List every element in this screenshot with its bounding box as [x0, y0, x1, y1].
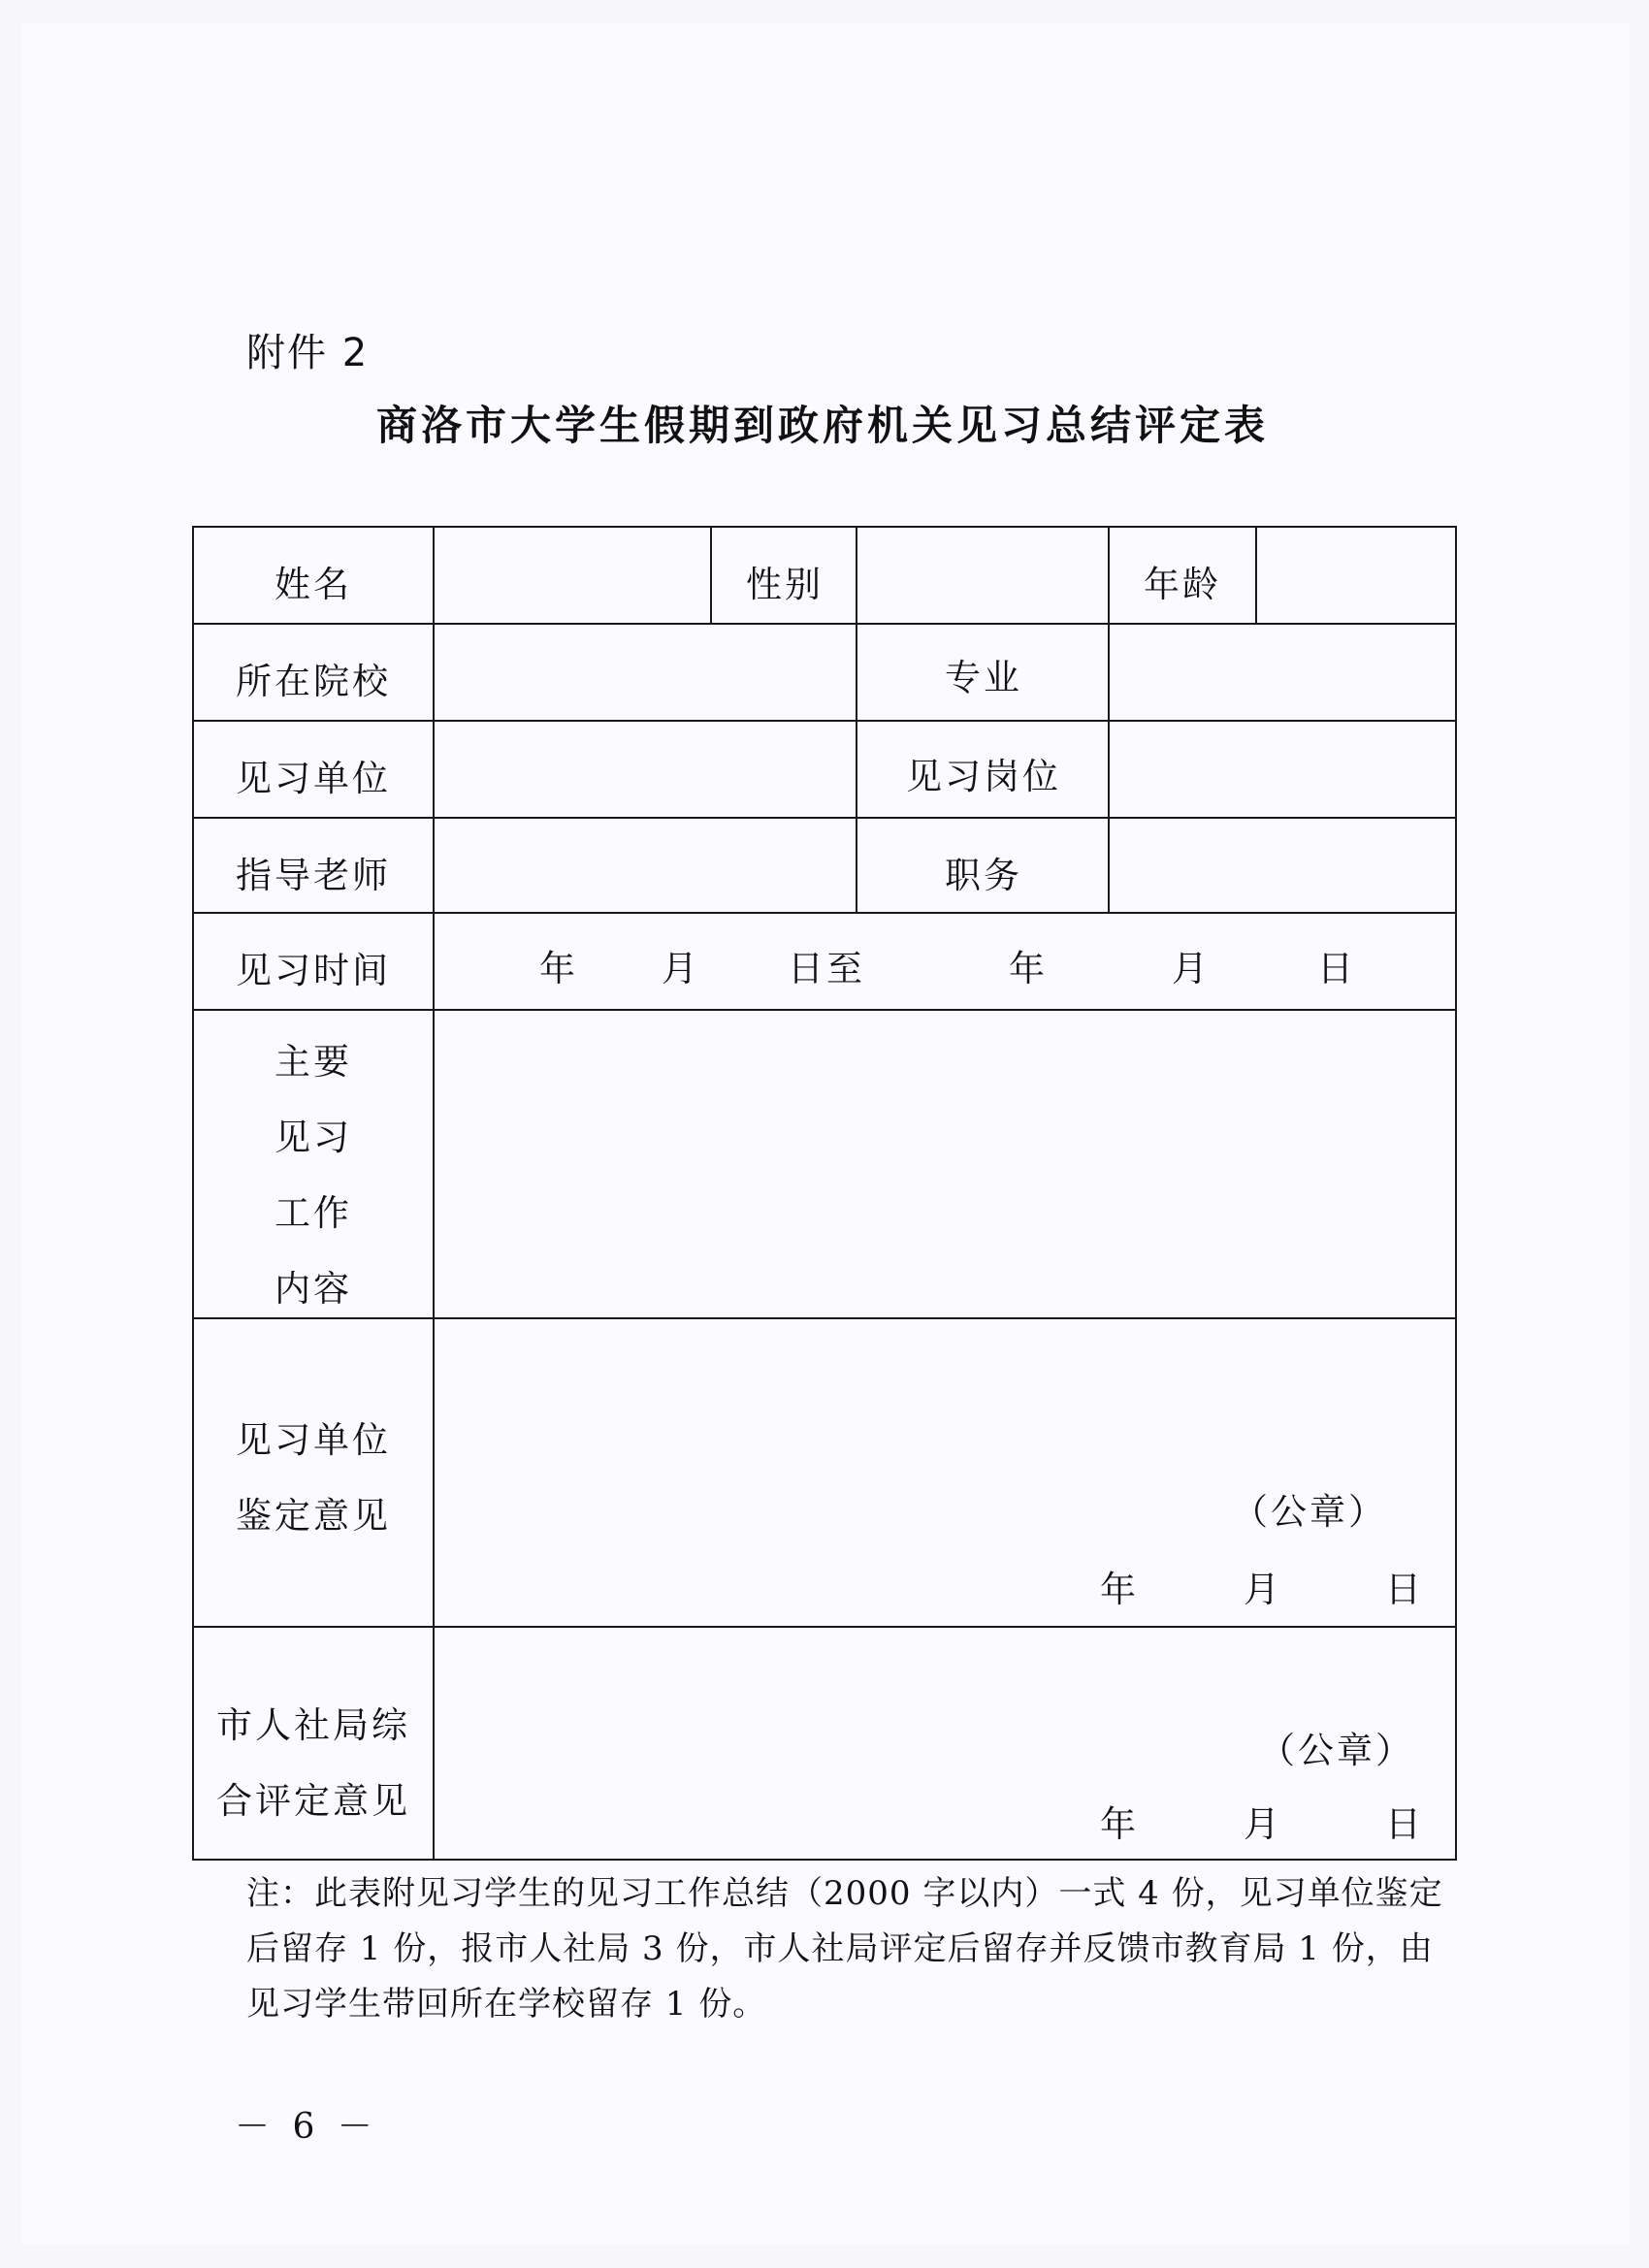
bureau-date-day: 日: [1385, 1803, 1424, 1845]
unit-label: 见习单位: [236, 758, 391, 799]
unit-seal: （公章）: [1232, 1491, 1387, 1533]
bureau-opinion-label-2: 合评定意见: [216, 1780, 410, 1822]
period-end-day: 日: [1317, 948, 1356, 989]
main-work-label-1: 主要: [275, 1041, 352, 1083]
bureau-seal: （公章）: [1259, 1730, 1414, 1771]
main-work-label-3: 工作: [275, 1192, 352, 1234]
period-end-month: 月: [1172, 948, 1211, 989]
attachment-label: 附件 2: [246, 331, 370, 375]
teacher-label: 指导老师: [236, 855, 391, 896]
duty-label: 职务: [945, 855, 1022, 896]
major-label: 专业: [945, 657, 1022, 698]
form-title: 商洛市大学生假期到政府机关见习总结评定表: [375, 402, 1269, 449]
gender-label: 性别: [746, 564, 824, 605]
main-work-label-2: 见习: [275, 1117, 352, 1158]
footnote: 注：此表附见习学生的见习工作总结（2000 字以内）一式 4 份，见习单位鉴定后留存 1 份，报市人社局 3 份，市人社局评定后留存并反馈市教育局 1 份，由见习学生带回所在学校留存 1 份。: [246, 1874, 1443, 2024]
unit-opinion-label-1: 见习单位: [236, 1419, 391, 1461]
row-line: [192, 1626, 1457, 1628]
row-line: [192, 817, 1457, 819]
unit-date-year: 年: [1100, 1569, 1139, 1610]
bureau-date-year: 年: [1100, 1803, 1139, 1845]
unit-date-month: 月: [1244, 1569, 1282, 1610]
row-line: [192, 623, 1457, 625]
paper-sheet: [21, 23, 1630, 2245]
school-label: 所在院校: [236, 661, 391, 702]
row-line: [192, 912, 1457, 914]
row-line: [192, 1317, 1457, 1319]
row-line: [192, 1009, 1457, 1011]
border-top: [192, 526, 1457, 528]
unit-opinion-label-2: 鉴定意见: [236, 1495, 391, 1537]
unit-date-day: 日: [1385, 1569, 1424, 1610]
age-label: 年龄: [1144, 564, 1221, 605]
border-bottom: [192, 1859, 1457, 1861]
period-end-year: 年: [1009, 948, 1048, 989]
col-line: [1255, 526, 1257, 623]
page-number: － 6 －: [235, 2107, 378, 2147]
period-label: 见习时间: [236, 950, 391, 991]
border-right: [1455, 526, 1457, 1861]
position-label: 见习岗位: [906, 756, 1061, 797]
bureau-date-month: 月: [1244, 1803, 1282, 1845]
bureau-opinion-label-1: 市人社局综: [216, 1704, 410, 1746]
row-line: [192, 720, 1457, 722]
main-work-label-4: 内容: [275, 1268, 352, 1310]
period-start-year: 年: [539, 948, 578, 989]
period-start-day-to: 日至: [788, 948, 865, 989]
evaluation-form-table: [192, 526, 1457, 1861]
name-label: 姓名: [275, 564, 352, 605]
period-start-month: 月: [662, 948, 700, 989]
